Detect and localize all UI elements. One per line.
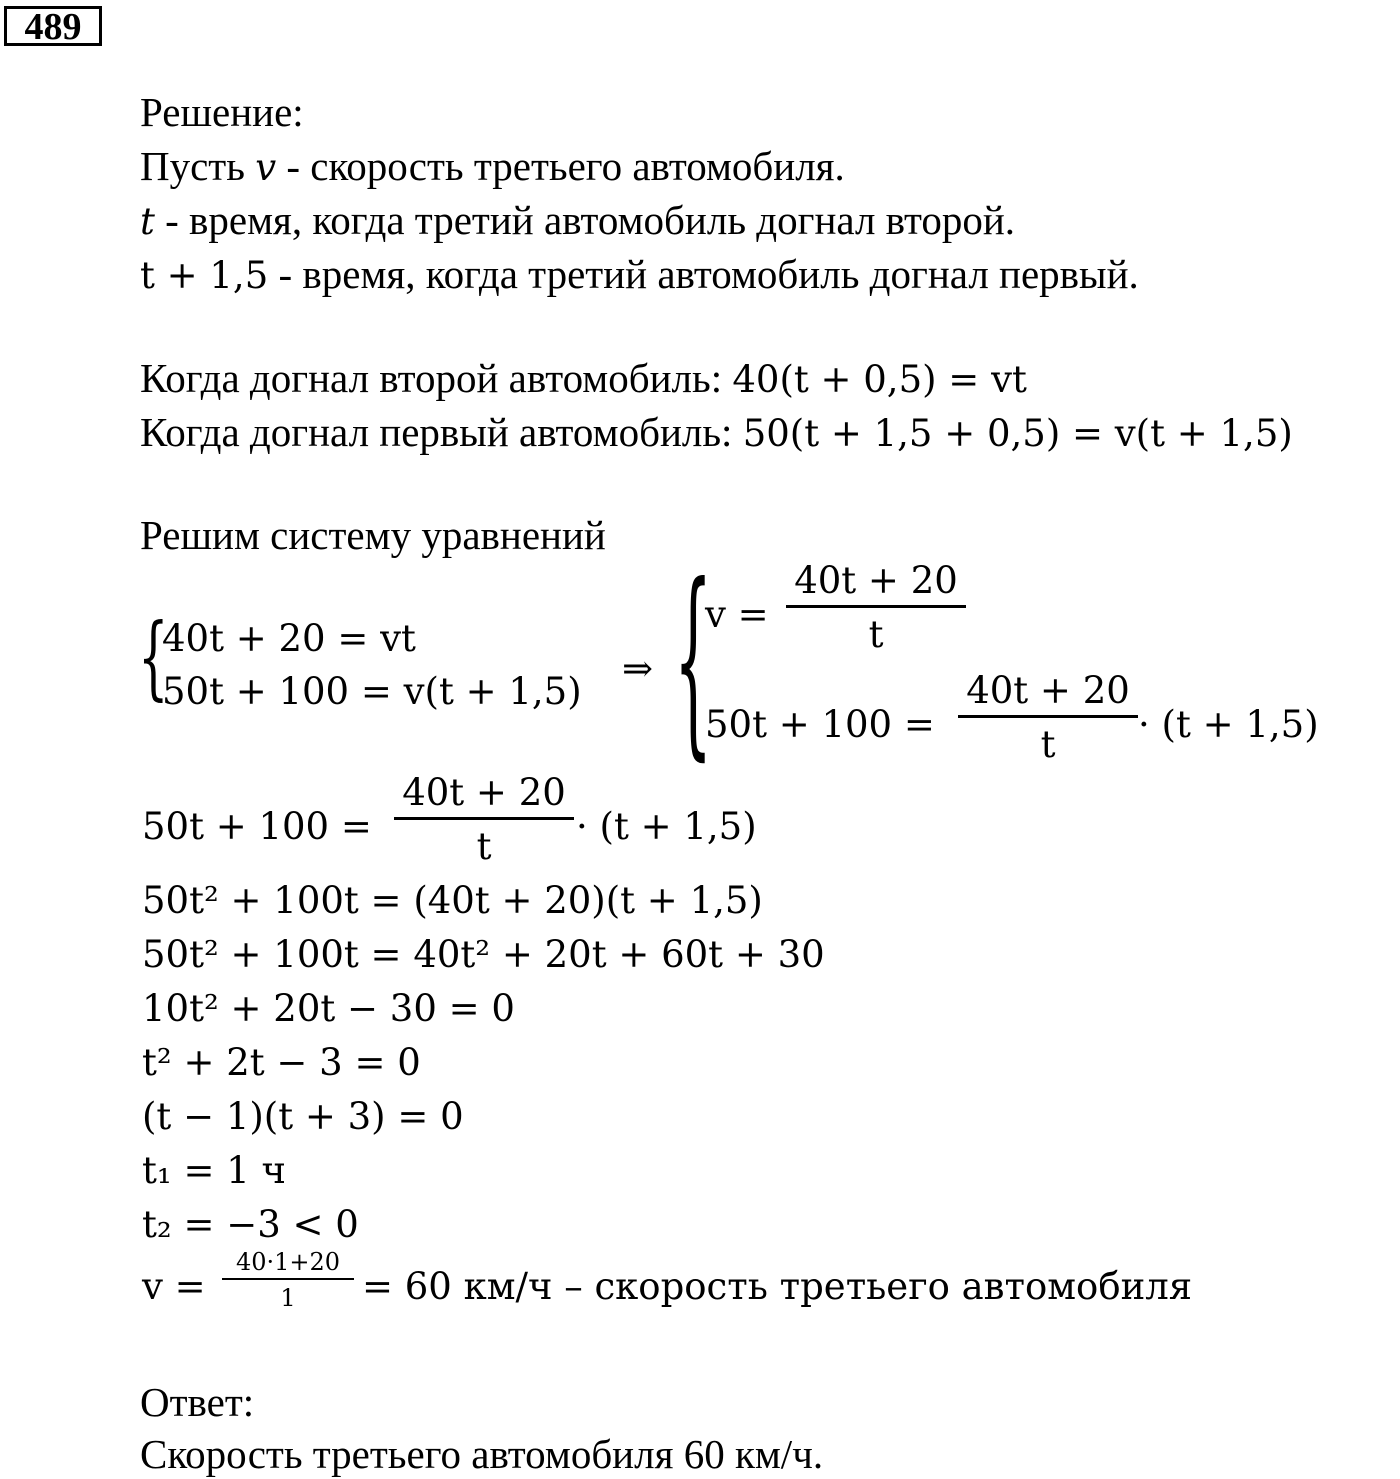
implies-arrow: ⇒ [622, 647, 654, 690]
right-system-fraction-1 [786, 559, 966, 656]
intro-line-2-rest: - время, когда третий автомобиль догнал второй. [154, 197, 1016, 243]
left-system-brace: { [138, 604, 169, 711]
fraction-numerator: 40·1+20 [235, 1248, 341, 1276]
var-t: t [140, 200, 155, 243]
intro-line-3-math: t + 1,5 [140, 254, 269, 297]
system-heading: Решим систему уравнений [140, 512, 606, 558]
fraction-bar [394, 817, 574, 820]
intro-line-1 [140, 143, 845, 189]
right-system-fraction-2 [958, 669, 1138, 766]
step-2: 50t² + 100t = (40t + 20)(t + 1,5) [142, 879, 763, 922]
right-system-eq2-left: 50t + 100 = [705, 703, 935, 746]
fraction-denominator: t [1040, 723, 1056, 766]
step-6: (t − 1)(t + 3) = 0 [142, 1095, 464, 1138]
step-3: 50t² + 100t = 40t² + 20t + 60t + 30 [142, 933, 825, 976]
step-9-left: v = [142, 1265, 206, 1308]
fraction-denominator: t [868, 613, 884, 656]
fraction-numerator: 40t + 20 [966, 669, 1130, 712]
condition-second-label: Когда догнал второй автомобиль: [140, 355, 733, 401]
system-equation-1: 40t + 20 = vt [162, 617, 416, 660]
condition-second [140, 355, 1027, 401]
fraction-bar [958, 715, 1138, 718]
intro-line-2 [140, 197, 1016, 243]
fraction-numerator: 40t + 20 [402, 771, 566, 814]
step-4: 10t² + 20t − 30 = 0 [142, 987, 515, 1030]
fraction-bar [786, 605, 966, 608]
intro-line-1-rest: - скорость третьего автомобиля. [276, 143, 845, 189]
step-9-result: = 60 км/ч – скорость третьего автомобиля [362, 1265, 1193, 1308]
solution-heading: Решение: [140, 89, 304, 135]
condition-second-equation: 40(t + 0,5) = vt [732, 358, 1027, 401]
right-system-eq2-right: · (t + 1,5) [1138, 703, 1319, 746]
condition-first [140, 409, 1293, 455]
fraction-bar [222, 1278, 354, 1280]
step-8-root-2: t₂ = −3 < 0 [142, 1203, 359, 1246]
step-9-right [362, 1265, 1193, 1308]
step-9-fraction [222, 1250, 354, 1310]
right-system-brace: { [674, 543, 713, 781]
intro-line-3 [140, 251, 1139, 297]
step-7-root-1: t₁ = 1 ч [142, 1149, 286, 1192]
fraction-numerator: 40t + 20 [794, 559, 958, 602]
step-1-fraction [394, 771, 574, 868]
fraction-denominator: 1 [280, 1284, 296, 1312]
answer-heading: Ответ: [140, 1379, 255, 1425]
step-5: t² + 2t − 3 = 0 [142, 1041, 421, 1084]
intro-line-1-text: Пусть [140, 143, 256, 189]
condition-first-equation: 50(t + 1,5 + 0,5) = v(t + 1,5) [742, 412, 1293, 455]
system-equation-2: 50t + 100 = v(t + 1,5) [162, 670, 582, 713]
intro-line-3-rest: - время, когда третий автомобиль догнал первый. [268, 251, 1139, 297]
problem-number: 489 [4, 6, 102, 46]
fraction-denominator: t [476, 825, 492, 868]
condition-first-label: Когда догнал первый автомобиль: [140, 409, 743, 455]
answer-text: Скорость третьего автомобиля 60 км/ч. [140, 1431, 824, 1477]
step-1-right: · (t + 1,5) [576, 805, 757, 848]
var-v: v [255, 146, 277, 189]
step-1-left: 50t + 100 = [142, 805, 372, 848]
right-system-v-eq: v = [705, 593, 769, 636]
